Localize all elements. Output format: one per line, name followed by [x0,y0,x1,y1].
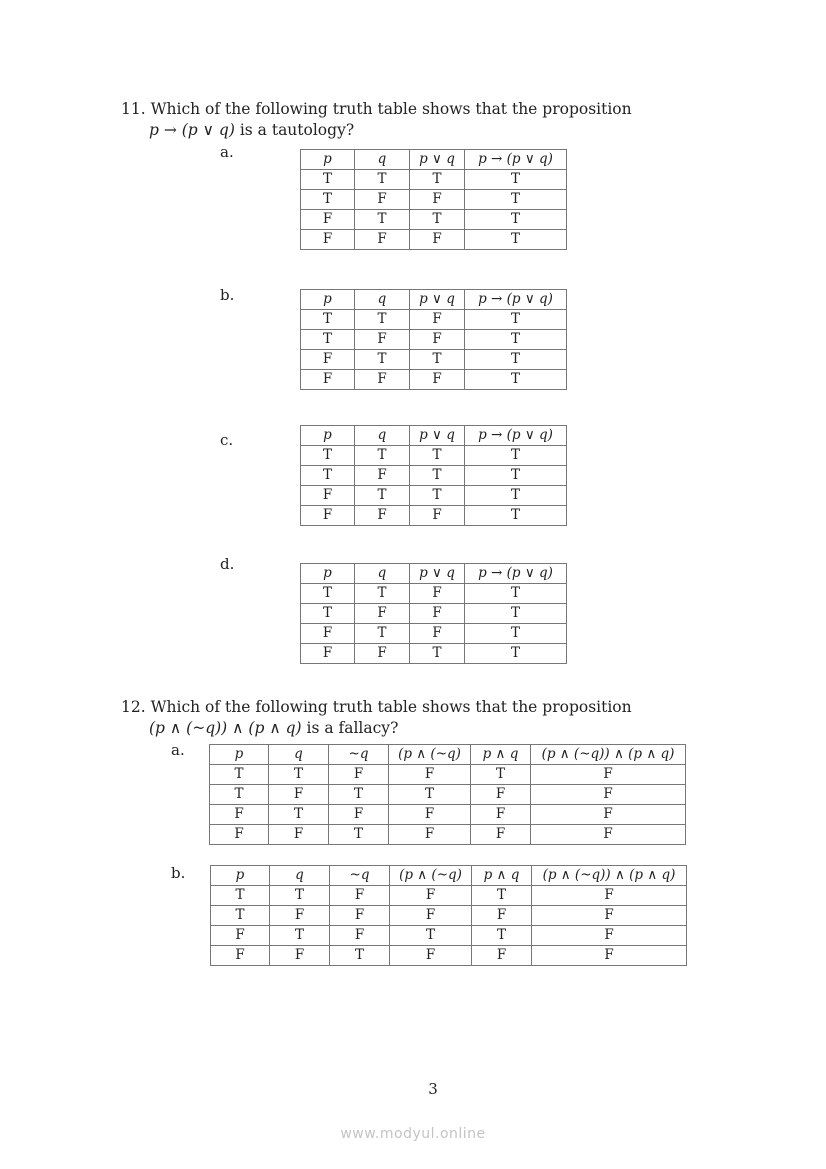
table-cell: T [355,584,410,604]
table-cell: T [301,330,355,350]
table-cell: F [270,906,330,926]
table-cell: F [472,946,532,966]
table-cell: T [210,785,269,805]
table-header-cell: p → (p ∨ q) [465,150,567,170]
table-cell: T [270,886,330,906]
table-cell: T [355,350,410,370]
option-label: b. [171,864,186,882]
table-cell: T [301,310,355,330]
table-cell: F [410,190,465,210]
table-cell: F [472,906,532,926]
table-row [301,466,567,486]
table-cell: T [465,446,567,466]
table-header-cell: p [301,150,355,170]
table-cell: T [465,506,567,526]
table-cell: F [301,230,355,250]
table-cell: T [465,230,567,250]
truth-table-11d [300,563,567,664]
table-cell: T [465,330,567,350]
table-cell: T [465,310,567,330]
table-cell: F [531,825,686,845]
table-cell: F [410,310,465,330]
table-cell: T [410,644,465,664]
table-header-cell: p [211,866,270,886]
table-cell: T [465,604,567,624]
table-cell: F [471,825,531,845]
table-row [301,170,567,190]
truth-table-11a [300,149,567,250]
table-row [301,604,567,624]
table-cell: F [389,765,471,785]
table-header-cell: p → (p ∨ q) [465,426,567,446]
table-header-cell: p [301,564,355,584]
table-cell: T [410,210,465,230]
table-cell: T [465,370,567,390]
table-cell: T [301,170,355,190]
page-number: 3 [428,1080,438,1098]
table-row [210,765,686,785]
question-number: 12. [121,698,146,716]
table-cell: F [532,906,687,926]
table-header-cell: (p ∧ (~q)) ∧ (p ∧ q) [531,745,686,765]
table-cell: F [410,584,465,604]
table-header-cell: (p ∧ (~q)) ∧ (p ∧ q) [532,866,687,886]
table-row [301,330,567,350]
table-header-cell: (p ∧ (~q) [390,866,472,886]
table-row [301,210,567,230]
table-cell: F [301,486,355,506]
table-header-cell: p [301,426,355,446]
option-label: b. [220,286,235,304]
table-cell: T [211,886,270,906]
table-cell: T [355,624,410,644]
table-cell: F [211,946,270,966]
table-cell: T [301,584,355,604]
table-cell: T [465,644,567,664]
table-header-cell: (p ∧ (~q) [389,745,471,765]
table-cell: F [410,624,465,644]
table-cell: T [465,210,567,230]
table-header-cell: p → (p ∨ q) [465,564,567,584]
table-cell: T [465,486,567,506]
table-header-row [211,866,687,886]
proposition: (p ∧ (~q)) ∧ (p ∧ q) [149,719,302,737]
table-cell: F [390,906,472,926]
table-cell: F [471,805,531,825]
table-header-cell: q [355,426,410,446]
table-row [210,785,686,805]
table-row [211,946,687,966]
table-cell: T [355,446,410,466]
table-cell: F [355,190,410,210]
table-header-cell: p [210,745,269,765]
table-cell: T [330,946,390,966]
table-cell: F [355,330,410,350]
table-cell: T [471,765,531,785]
table-cell: T [410,170,465,190]
table-header-cell: q [355,564,410,584]
table-header-cell: p ∧ q [471,745,531,765]
table-header-row [301,564,567,584]
question-11-prompt-line2 [149,120,354,141]
table-header-cell: p [301,290,355,310]
table-header-row [301,290,567,310]
table-cell: F [531,765,686,785]
question-number: 11. [121,100,146,118]
table-row [211,906,687,926]
table-row [301,506,567,526]
table-cell: T [270,926,330,946]
table-row [301,190,567,210]
table-row [301,624,567,644]
table-cell: T [390,926,472,946]
table-cell: T [465,170,567,190]
table-cell: F [410,604,465,624]
table-cell: F [211,926,270,946]
table-cell: F [210,805,269,825]
table-row [301,584,567,604]
table-cell: F [301,370,355,390]
table-cell: F [269,825,329,845]
table-row [210,805,686,825]
table-cell: T [301,466,355,486]
table-cell: T [410,350,465,370]
question-12-prompt-line2 [149,718,398,739]
table-cell: T [301,190,355,210]
table-header-cell: p → (p ∨ q) [465,290,567,310]
table-cell: F [330,926,390,946]
table-header-row [301,150,567,170]
table-header-cell: q [355,150,410,170]
table-header-cell: ~q [329,745,389,765]
table-row [210,825,686,845]
truth-table-12a [209,744,686,845]
table-cell: F [532,886,687,906]
table-header-cell: q [269,745,329,765]
table-cell: T [465,350,567,370]
table-cell: F [301,644,355,664]
table-cell: F [531,785,686,805]
table-cell: T [410,446,465,466]
table-header-cell: p ∨ q [410,290,465,310]
option-label: a. [220,143,234,161]
table-cell: F [532,946,687,966]
table-cell: T [465,190,567,210]
table-cell: F [330,906,390,926]
question-text: Which of the following truth table shows that the proposition [150,698,632,716]
table-cell: T [472,926,532,946]
table-cell: T [329,825,389,845]
table-cell: F [355,604,410,624]
table-cell: T [465,466,567,486]
table-cell: F [269,785,329,805]
table-cell: F [410,370,465,390]
table-header-row [301,426,567,446]
watermark: www.modyul.online [340,1126,486,1142]
table-cell: F [355,466,410,486]
table-cell: T [410,486,465,506]
table-cell: T [355,310,410,330]
table-cell: F [355,644,410,664]
question-12-prompt [121,697,632,718]
table-header-cell: q [270,866,330,886]
table-cell: F [329,805,389,825]
table-cell: T [410,466,465,486]
table-cell: F [532,926,687,946]
table-cell: T [465,584,567,604]
table-row [301,486,567,506]
table-row [301,370,567,390]
table-row [211,886,687,906]
table-cell: T [355,486,410,506]
table-cell: F [330,886,390,906]
table-cell: F [389,805,471,825]
table-cell: F [301,624,355,644]
option-label: d. [220,555,235,573]
table-row [301,310,567,330]
table-cell: F [410,230,465,250]
table-cell: T [389,785,471,805]
table-cell: F [471,785,531,805]
question-11-prompt [121,99,632,120]
table-header-cell: p ∨ q [410,150,465,170]
table-row [301,230,567,250]
table-cell: T [465,624,567,644]
table-cell: T [210,765,269,785]
table-cell: F [410,506,465,526]
table-header-cell: p ∧ q [472,866,532,886]
table-cell: F [301,506,355,526]
option-label: a. [171,741,185,759]
table-cell: T [301,604,355,624]
table-cell: F [355,506,410,526]
table-cell: T [355,170,410,190]
table-row [301,350,567,370]
table-cell: T [301,446,355,466]
table-cell: T [472,886,532,906]
table-header-row [210,745,686,765]
table-header-cell: p ∨ q [410,564,465,584]
truth-table-11b [300,289,567,390]
table-cell: F [329,765,389,785]
table-cell: F [389,825,471,845]
table-cell: T [329,785,389,805]
proposition: p → (p ∨ q) [149,121,235,139]
table-cell: F [410,330,465,350]
table-cell: F [355,230,410,250]
table-row [211,926,687,946]
question-text: Which of the following truth table shows that the proposition [150,100,632,118]
table-header-cell: ~q [330,866,390,886]
table-cell: F [301,350,355,370]
question-text-tail: is a tautology? [234,121,355,139]
table-cell: F [270,946,330,966]
table-row [301,446,567,466]
table-cell: F [390,886,472,906]
table-cell: T [269,805,329,825]
table-header-cell: p ∨ q [410,426,465,446]
table-cell: F [301,210,355,230]
table-cell: F [531,805,686,825]
table-cell: T [355,210,410,230]
table-cell: F [355,370,410,390]
table-row [301,644,567,664]
truth-table-11c [300,425,567,526]
table-cell: T [211,906,270,926]
option-label: c. [220,431,234,449]
truth-table-12b [210,865,687,966]
question-text-tail: is a fallacy? [301,719,399,737]
table-cell: T [269,765,329,785]
table-cell: F [390,946,472,966]
table-cell: F [210,825,269,845]
table-header-cell: q [355,290,410,310]
